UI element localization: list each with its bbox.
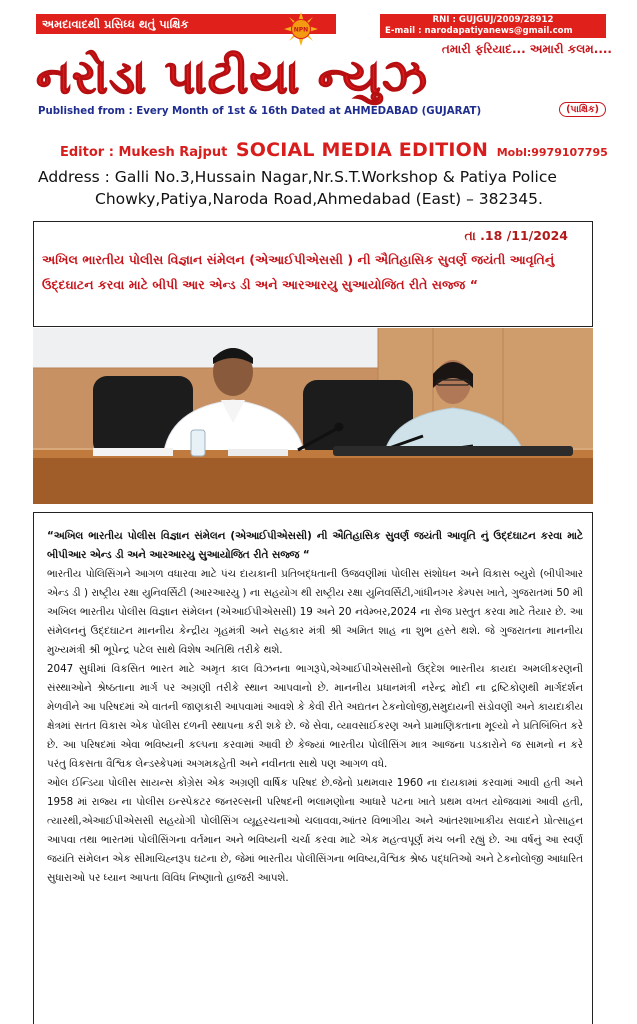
address-block [38,166,598,210]
address-line-1: Address : Galli No.3,Hussain Nagar,Nr.S.T.Workshop & Patiya Police [38,168,557,186]
masthead-slogan: તમારી ફરિયાદ... અમારી કલમ.... [441,42,612,56]
masthead-tagline: અમદાવાદથી પ્રસિધ્ધ થતું પાક્ષિક [36,14,336,34]
article-body [47,527,583,888]
article-lead: “અખિલ ભારતીય પોલીસ વિજ્ઞાન સંમેલન (એઆઈપીએસસી) ની ઐતિહાસિક સુવર્ણ જયંતી આવૃતિ નું ઉદ્દઘાટન કરવા માટે બીપીઆર એન્ડ ડી અને આરઆરયુ સુઆયોજિત રીતે સજ્જ “ [47,530,583,561]
article-paragraph-2: 2047 સુધીમાં વિકસિત ભારત માટે અમૃત કાલ વિઝનના ભાગરૂપે,એઆઈપીએસસીનો ઉદ્દેશ ભારતીય કાયદા અમલીકરણની સંસ્થાઓને શ્રેષ્ઠતાના માર્ગ પર અગ્રણી તરીકે સ્થાન આપવાનો છે. માનનીય પ્રધાનમંત્રી નરેન્દ્ર મોદી ના દ્રષ્ટિકોણથી માર્ગદર્શન મેળવીને આ પરિષદમાં એ વાતની જાણકારી આપવામાં આવશે કે કેવી રીતે અદ્યતન ટેકનોલોજી,સમુદાયની સંડોવણી અને કાયદાકીય ક્ષેત્રમાં સતત વિકાસ એક પોલીસ દળની સ્થાપના કરી શકે છે. જે સેવા, વ્યાવસાઈકરણ અને પ્રામાણિકતાના મૂલ્યો ને પ્રતિબિંબિત કરે છે. આ પરિષદમાં એવા ભવિષ્યની કલ્પના કરવામાં આવી છે કેજ્યાં ભારતીય પોલીસિંગ માત્ર આજના પડકારોને જ સામનો ન કરે પરંતુ વિકસતા વૈશ્વિક લેન્ડસ્કેપમાં અગમકહેતી અને નવીનતા સાથે પણ આગળ વધે. [47,663,583,770]
rni-box [380,14,606,38]
rni-number: RNI : GUJGUJ/2009/28912 [432,15,554,25]
editor-line [60,139,620,161]
address-line-2: Chowky,Patiya,Naroda Road,Ahmedabad (East) – 382345. [95,190,543,208]
headline-date: તા .18 /11/2024 [464,228,568,243]
logo-text: NPN [293,26,309,34]
masthead-email: E-mail : narodapatiyanews@gmail.com [385,26,573,36]
article-paragraph-1: ભારતીય પોલિસિંગને આગળ વધારવા માટે પંચ દાયકાની પ્રતિબદ્ધતાની ઉજવણીમાં પોલીસ સંશોધન અને વિકાસ બ્યુરો (બીપીઆર એન્ડ ડી ) રાષ્ટ્રીય રક્ષા યુનિવર્સિટી (આરઆરયુ ) ના સહયોગ થી રાષ્ટ્રીય રક્ષા યુનિવર્સિટી,ગાંધીનગર કેમ્પસ ખાતે, ગુજરાતમાં 50 મી અખિલ ભારતીય પોલીસ વિજ્ઞાન સંમેલન (એઆઈપીએસસી) 19 અને 20 નવેમ્બર,2024 ના રોજ પ્રસ્તુત કરવા માટે તૈયાર છે. આ સંમેલનનું ઉદ્દઘાટન માનનીય કેન્દ્રીય ગૃહમંત્રી અને સહકાર મંત્રી શ્રી અમિત શાહ ના શુભ હસ્તે થશે. જે ગુજરાતના માનનીય મુખ્યમંત્રી શ્રી ભૂપેન્દ્ર પટેલ સાથે વિશેષ અતિથિ તરીકે થશે. [47,568,583,656]
newspaper-title: નરોડા પાટીયા ન્યુઝ [36,50,428,105]
headline-box [33,221,593,327]
sun-logo-icon [284,12,318,46]
press-conference-photo [33,328,593,504]
edition-label: SOCIAL MEDIA EDITION [235,139,489,161]
frequency-badge: (પાક્ષિક) [559,102,606,117]
article-paragraph-3: ઓલ ઈન્ડિયા પોલીસ સાયન્સ કોંગ્રેસ એક અગ્રણી વાર્ષિક પરિષદ છે.જેનો પ્રથમવાર 1960 ના દાયકામાં કરવામાં આવી હતી અને 1958 માં રાજ્ય ના પોલીસ ઇન્સ્પેકટર જનરલ્સની પરિષદની ભલામણોના આધારે પટના ખાતે પ્રથમ વખત યોજવામાં આવી હતી, ત્યારથી,એઆઈપીએસસી સહયોગી પોલીસિંગ વ્યૂહરચનાઓ ચલાવવા,આંતર વિભાગીય અને આંતરશાખાકીય સવાદને પ્રોત્સાહન આપવા તથા ભારતમાં પોલીસિંગના વર્તમાન અને ભવિષ્યની ચર્ચા કરવા માટે એક મહત્વપૂર્ણ મંચ બની રહ્યું છે. આ વર્ષનું આ સ્વર્ણ જયંતિ સંમેલન એક સીમાચિહ્નરૂપ ઘટના છે, જેમાં ભારતીય પોલીસિંગના ભવિષ્ય,વૈશ્વિક શ્રેષ્ઠ પદ્ધતિઓ અને ટેકનોલોજી આધારિત સુધારાઓ પર ધ્યાન આપતા વિવિધ નિષ્ણાતો હાજરી આપશે. [47,777,583,884]
masthead [36,10,612,122]
editor-mobile: Mobl:9979107795 [496,146,608,159]
editor-name: Editor : Mukesh Rajput [60,145,228,160]
headline-text: અખિલ ભારતીય પોલીસ વિજ્ઞાન સંમેલન (એઆઈપીએસસી ) ની ઐતિહાસિક સુવર્ણ જયંતી આવૃતિનું ઉદ્દઘાટન કરવા માટે બીપી આર એન્ડ ડી અને આરઆરયુ સુઆયોજિત રીતે સજ્જ “ [42,252,555,292]
article-box [33,512,593,1024]
published-line: Published from : Every Month of 1st & 16th Dated at AHMEDABAD (GUJARAT) [38,106,482,117]
